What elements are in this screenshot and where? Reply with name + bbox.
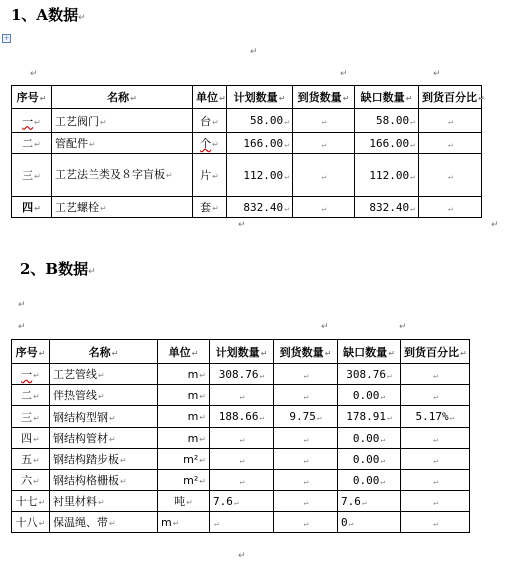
cell-mark: ↵ [34, 140, 41, 149]
cell-mark: ↵ [433, 497, 438, 507]
cell-mark: ↵ [410, 171, 415, 181]
cell-mark: ↵ [33, 371, 40, 380]
header-cell: 名称↵ [52, 86, 193, 109]
table-row [12, 512, 470, 533]
shortage-cell: 178.91↵ [338, 406, 401, 428]
cell-mark: ↵ [199, 455, 206, 465]
cell-mark: ↵ [448, 203, 453, 213]
planned-cell [210, 385, 274, 406]
index-text: 一 [22, 114, 34, 128]
shortage-cell: 832.40↵ [355, 197, 419, 218]
section-b-heading [20, 258, 96, 279]
cell-mark: ↵ [405, 94, 413, 103]
cell-mark: ↵ [33, 456, 40, 465]
planned-cell: 112.00↵ [227, 154, 293, 197]
unit-cell: 片↵ [193, 154, 227, 197]
table-row [12, 491, 470, 512]
cell-mark: ↵ [324, 348, 332, 358]
table-row [12, 449, 470, 470]
header-cell: 计划数量↵ [210, 340, 274, 364]
cell-mark: ↵ [303, 370, 309, 380]
name-cell: 伴热管线↵ [50, 385, 158, 406]
paragraph-mark: ↵ [88, 267, 96, 277]
cell-mark: ↵ [33, 477, 40, 486]
name-cell: 保温绳、带↵ [50, 512, 158, 533]
index-cell: 三↵ [12, 406, 50, 428]
percent-cell [419, 154, 482, 197]
cell-mark: ↵ [120, 477, 127, 486]
cell-mark: ↵ [386, 370, 392, 380]
name-cell: 钢结构格栅板↵ [50, 470, 158, 491]
planned-cell: 7.6↵ [210, 491, 274, 512]
header-cell: 序号↵ [12, 340, 50, 364]
cell-mark: ↵ [34, 172, 41, 181]
percent-cell [401, 449, 470, 470]
percent-cell [401, 364, 470, 385]
cell-mark: ↵ [191, 348, 199, 358]
unit-cell: m²↵ [158, 449, 210, 470]
cell-mark: ↵ [98, 498, 105, 507]
cell-mark: ↵ [303, 497, 309, 507]
cell-mark: ↵ [448, 117, 453, 126]
cell-mark: ↵ [321, 171, 327, 181]
section-a-heading-text: 1、A数据 [11, 6, 79, 24]
cell-mark: ↵ [410, 139, 415, 149]
index-cell: 四↵ [12, 197, 52, 218]
unit-cell: m↵ [158, 406, 210, 428]
index-cell [12, 109, 52, 133]
cell-mark: ↵ [39, 94, 47, 103]
cell-mark: ↵ [34, 204, 41, 213]
cell-mark: ↵ [233, 497, 239, 507]
table-row [12, 406, 470, 428]
planned-cell [210, 449, 274, 470]
header-cell: 单位↵ [158, 340, 210, 364]
cell-mark: ↵ [433, 434, 438, 444]
cell-mark: ↵ [386, 413, 392, 422]
cell-mark: ↵ [259, 413, 265, 422]
cell-mark: ↵ [303, 434, 309, 444]
cell-mark: ↵ [212, 204, 219, 213]
arrived-cell [293, 154, 355, 197]
cell-mark: ↵ [433, 370, 438, 380]
table-row [12, 197, 482, 218]
percent-cell: 5.17%↵ [401, 406, 470, 428]
paragraph-mark: ↵ [250, 47, 258, 57]
cell-mark: ↵ [361, 497, 367, 507]
cell-mark: ↵ [120, 456, 127, 465]
cell-mark: ↵ [34, 117, 41, 127]
planned-cell: 188.66↵ [210, 406, 274, 428]
index-cell: 五↵ [12, 449, 50, 470]
section-a-heading [11, 4, 86, 25]
cell-mark: ↵ [380, 391, 386, 401]
paragraph-mark: ↵ [433, 69, 441, 79]
cell-mark: ↵ [239, 476, 245, 486]
shortage-cell: 0.00↵ [338, 428, 401, 449]
unit-cell: m²↵ [158, 470, 210, 491]
shortage-cell: 0.00↵ [338, 470, 401, 491]
cell-mark: ↵ [33, 435, 40, 444]
header-cell: 缺口数量↵ [355, 86, 419, 109]
arrived-cell [274, 470, 338, 491]
shortage-cell: 112.00↵ [355, 154, 419, 197]
name-cell: 钢结构踏步板↵ [50, 449, 158, 470]
percent-cell [401, 385, 470, 406]
unit-cell: 吨↵ [158, 491, 210, 512]
cell-mark: ↵ [130, 94, 137, 103]
cell-mark: ↵ [303, 476, 309, 486]
paragraph-mark: ↵ [238, 551, 246, 561]
index-cell: 十七↵ [12, 491, 50, 512]
arrived-cell [293, 109, 355, 133]
index-cell: 三↵ [12, 154, 52, 197]
arrived-cell [293, 133, 355, 154]
cell-mark: ↵ [321, 117, 327, 126]
header-cell: 到货数量↵ [293, 86, 355, 109]
cell-mark: ↵ [303, 391, 309, 401]
table-a [11, 85, 485, 218]
table-a-header-row [12, 86, 482, 109]
name-cell: 管配件↵ [52, 133, 193, 154]
shortage-cell: 308.76↵ [338, 364, 401, 385]
paragraph-mark: ↵ [340, 69, 348, 79]
percent-cell [401, 428, 470, 449]
paragraph-mark: ↵ [491, 220, 499, 230]
cell-mark: ↵ [212, 140, 219, 149]
cell-mark: ↵ [284, 203, 289, 213]
header-cell: 单位↵ [193, 86, 227, 109]
cell-mark: ↵ [33, 392, 40, 401]
cell-mark: ↵ [100, 117, 107, 127]
cell-mark: ↵ [172, 518, 180, 528]
percent-cell [419, 109, 482, 133]
index-cell: 四↵ [12, 428, 50, 449]
cell-mark: ↵ [199, 391, 206, 401]
cell-mark: ↵ [348, 518, 354, 528]
index-cell: 六↵ [12, 470, 50, 491]
index-cell: 二↵ [12, 385, 50, 406]
cell-mark: ↵ [303, 518, 309, 528]
cell-mark: ↵ [109, 413, 116, 423]
name-cell: 钢结构管材↵ [50, 428, 158, 449]
index-cell: 十八↵ [12, 512, 50, 533]
arrived-cell [274, 385, 338, 406]
cell-mark: ↵ [448, 171, 453, 181]
cell-mark: ↵ [342, 94, 350, 103]
percent-cell [419, 197, 482, 218]
name-cell: 衬里材料↵ [50, 491, 158, 512]
cell-mark: ↵ [380, 476, 386, 486]
planned-cell: 58.00↵ [227, 109, 293, 133]
unit-cell: m↵ [158, 364, 210, 385]
cell-mark: ↵ [89, 140, 96, 149]
planned-cell: 308.76↵ [210, 364, 274, 385]
cell-mark: ↵ [278, 94, 286, 103]
shortage-cell: 58.00↵ [355, 109, 419, 133]
cell-mark: ↵ [199, 370, 206, 380]
cell-mark: ↵ [100, 204, 107, 213]
shortage-cell: 0.00↵ [338, 449, 401, 470]
cell-mark: ↵ [284, 139, 289, 149]
cell-mark: ↵ [33, 413, 40, 423]
cell-mark: ↵ [388, 348, 395, 358]
paragraph-mark: ↵ [399, 322, 407, 332]
arrived-cell [293, 197, 355, 218]
shortage-cell: 7.6↵ [338, 491, 401, 512]
shortage-cell: 0↵ [338, 512, 401, 533]
section-b-heading-text: 2、B数据 [20, 260, 89, 278]
cell-mark: ↵ [219, 94, 226, 103]
cell-mark: ↵ [212, 172, 219, 181]
paragraph-mark: ↵ [238, 220, 246, 230]
cell-mark: ↵ [98, 371, 105, 380]
unit-cell: m↵ [158, 428, 210, 449]
cell-mark: ↵ [199, 413, 206, 422]
cell-mark: ↵ [321, 139, 327, 149]
cell-mark: ↵ [433, 518, 438, 528]
cell-mark: ↵ [38, 348, 46, 358]
cell-mark: ↵ [186, 498, 193, 507]
table-b [11, 339, 470, 533]
index-cell [12, 364, 50, 385]
planned-cell: 166.00↵ [227, 133, 293, 154]
cell-mark: ↵ [478, 94, 485, 103]
table-row [12, 109, 482, 133]
cell-mark: ↵ [410, 203, 415, 213]
arrived-cell [274, 491, 338, 512]
cell-mark: ↵ [316, 413, 322, 422]
shortage-cell: 0.00↵ [338, 385, 401, 406]
percent-cell [419, 133, 482, 154]
unit-cell: 套↵ [193, 197, 227, 218]
unit-cell: m↵ [158, 512, 210, 533]
paragraph-mark: ↵ [30, 69, 38, 79]
cell-mark: ↵ [214, 518, 219, 528]
planned-cell [210, 512, 274, 533]
name-cell: 工艺阀门↵ [52, 109, 193, 133]
name-cell: 工艺法兰类及８字盲板↵ [52, 154, 193, 197]
cell-mark: ↵ [433, 391, 438, 401]
name-cell: 工艺管线↵ [50, 364, 158, 385]
cell-mark: ↵ [38, 498, 46, 507]
table-anchor-icon[interactable]: + [3, 34, 10, 42]
cell-mark: ↵ [448, 139, 453, 149]
paragraph-mark: ↵ [321, 322, 329, 332]
cell-mark: ↵ [109, 435, 116, 444]
header-cell: 序号↵ [12, 86, 52, 109]
shortage-cell: 166.00↵ [355, 133, 419, 154]
percent-cell [401, 470, 470, 491]
percent-cell [401, 491, 470, 512]
header-cell: 计划数量↵ [227, 86, 293, 109]
name-cell: 钢结构型钢↵ [50, 406, 158, 428]
arrived-cell [274, 428, 338, 449]
cell-mark: ↵ [433, 476, 438, 486]
header-cell: 到货数量↵ [274, 340, 338, 364]
name-cell: 工艺螺栓↵ [52, 197, 193, 218]
cell-mark: ↵ [433, 455, 438, 465]
index-cell: 二↵ [12, 133, 52, 154]
cell-mark: ↵ [212, 117, 219, 127]
header-cell: 到货百分比↵ [419, 86, 482, 109]
arrived-cell [274, 512, 338, 533]
cell-mark: ↵ [303, 455, 309, 465]
table-row [12, 385, 470, 406]
arrived-cell [274, 449, 338, 470]
cell-mark: ↵ [239, 434, 245, 444]
cell-mark: ↵ [460, 348, 467, 358]
arrived-cell [274, 364, 338, 385]
header-cell: 到货百分比↵ [401, 340, 470, 364]
percent-cell [401, 512, 470, 533]
planned-cell [210, 428, 274, 449]
table-row [12, 428, 470, 449]
cell-mark: ↵ [109, 519, 116, 528]
cell-mark: ↵ [199, 476, 206, 486]
planned-cell [210, 470, 274, 491]
table-row [12, 364, 470, 385]
cell-mark: ↵ [239, 391, 245, 401]
cell-mark: ↵ [284, 171, 289, 181]
cell-mark: ↵ [199, 434, 206, 444]
header-cell: 缺口数量↵ [338, 340, 401, 364]
unit-text: 个 [200, 137, 212, 150]
cell-mark: ↵ [166, 170, 173, 180]
cell-mark: ↵ [380, 455, 386, 465]
cell-mark: ↵ [98, 392, 105, 401]
index-text: 一 [21, 368, 33, 381]
table-row [12, 154, 482, 197]
unit-cell: m↵ [158, 385, 210, 406]
table-row [12, 133, 482, 154]
cell-mark: ↵ [449, 413, 455, 422]
unit-cell: 台↵ [193, 109, 227, 133]
cell-mark: ↵ [38, 519, 46, 528]
paragraph-mark: ↵ [18, 322, 26, 332]
table-row [12, 470, 470, 491]
cell-mark: ↵ [111, 348, 119, 358]
arrived-cell: 9.75↵ [274, 406, 338, 428]
paragraph-mark: ↵ [18, 300, 26, 310]
paragraph-mark: ↵ [78, 13, 86, 23]
cell-mark: ↵ [321, 203, 327, 213]
header-cell: 名称↵ [50, 340, 158, 364]
cell-mark: ↵ [259, 370, 265, 380]
cell-mark: ↵ [239, 455, 245, 465]
cell-mark: ↵ [410, 117, 415, 126]
table-b-header-row [12, 340, 470, 364]
cell-mark: ↵ [260, 348, 268, 358]
cell-mark: ↵ [380, 434, 386, 444]
planned-cell: 832.40↵ [227, 197, 293, 218]
cell-mark: ↵ [284, 117, 289, 126]
unit-cell [193, 133, 227, 154]
